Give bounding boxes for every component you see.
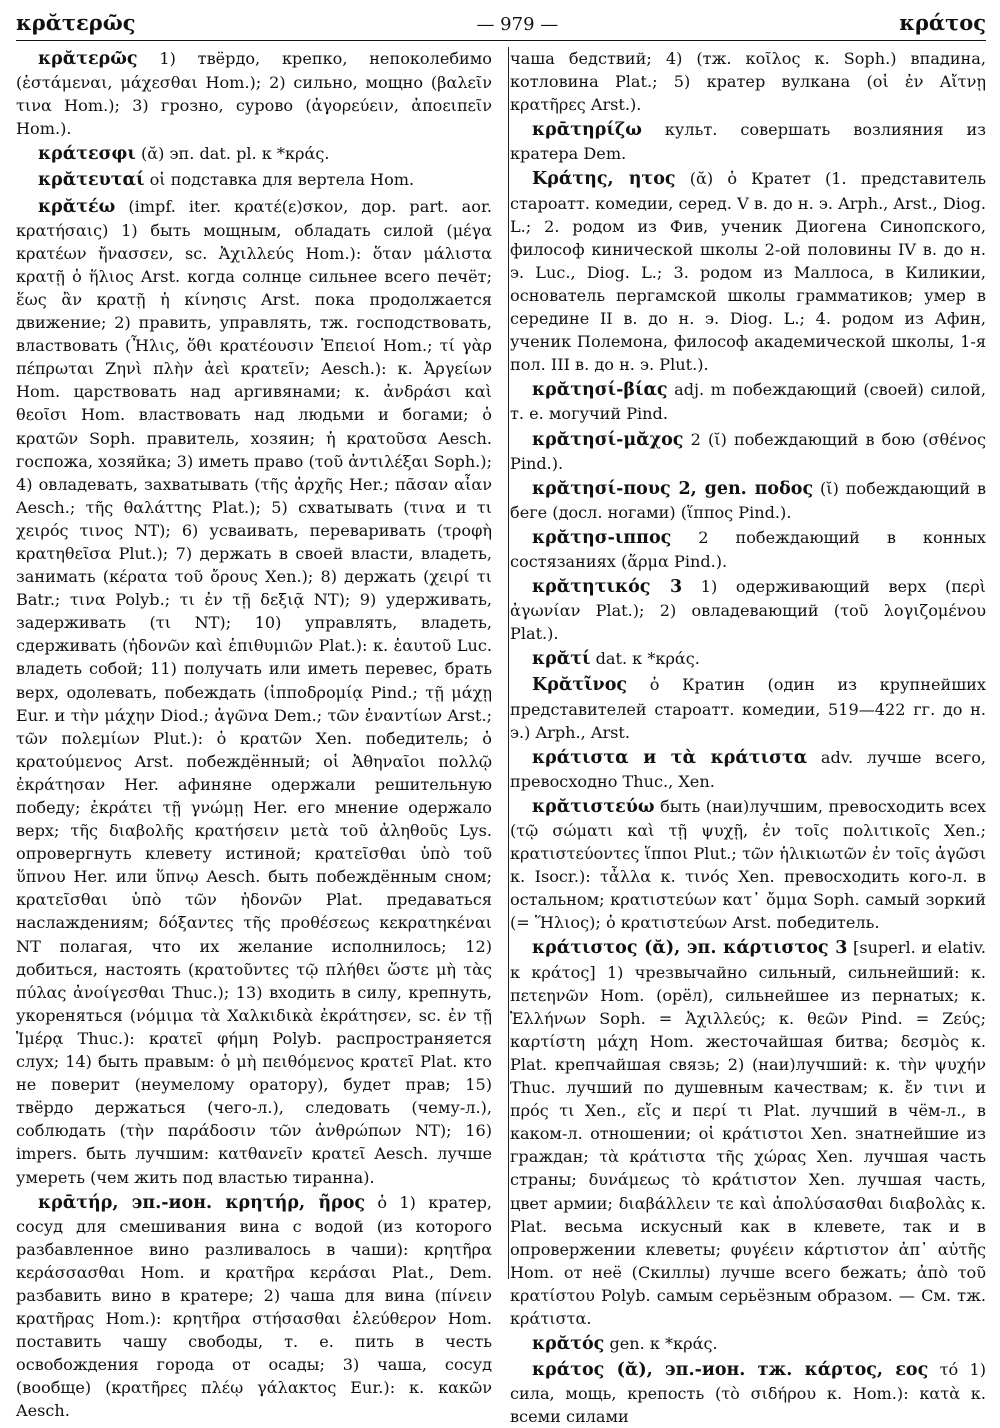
dictionary-entry [510, 746, 986, 793]
entry-headword: κρᾰτί [532, 649, 591, 670]
entry-definition: ὁ 1) кратер, сосуд для смешивания вина с водой (из которого разбавленное вино разливалось в чаши): κρητῆρα κεράσσασθαι Hom. и κρατῆρα κεράσαι Plat., Dem. разбавить вино в кратере; 2) чаша для вина (πίνειν κρατῆρας Hom.): κρητῆρα στήσασθαι ἐλεύθερον Hom. поставить чашу свободы, т. е. пить в честь освобождения города от осады; 3) чаша, сосуд (вообще) (κρατῆρες πλέῳ γάλακτος Eur.): κ. κακῶν Aesch. [16, 1192, 493, 1421]
entry-headword: Κράτης, ητος [532, 169, 676, 190]
entry-headword: κρᾱτηρίζω [532, 120, 642, 141]
entry-headword: κρᾰτησί-βίας [532, 380, 668, 401]
entry-definition: τό 1) сила, мощь, крепость (τὸ σιδήρου κ. Hom.): κατὰ κ. всеми силами [510, 1360, 987, 1427]
dictionary-entry [510, 477, 986, 524]
dictionary-entry [16, 168, 492, 192]
entry-definition: (impf. iter. κρατέ(ε)σκον, дор. part. aor. κρατήσαις) 1) быть мощным, обладать силой (μέγα κρατέων ἤνασσεν, sc. Ἀχιλλεύς Hom.): ὅταν μάλιστα κρατῇ ὁ ἥλιος Arst. когда солнце сильнее всего печёт; ἕως ἂν κρατῇ ἡ κίνησις Arst. пока продолжается движение; 2) править, управлять, тж. господствовать, властвовать (Ἦλις, ὅθι κρατέουσιν Ἐπειοί Hom.; τί γὰρ πέπρωται Ζηνὶ πλὴν ἀεὶ κρατεῖν; Aesch.): κ. Ἀργείων Hom. царствовать над аргивянами; κ. ἀνδράσι καὶ θεοῖσι Hom. властвовать над людьми и богами; ὁ κρατῶν Soph. правитель, хозяин; ἡ κρατοῦσα Aesch. госпожа, хозяйка; 3) иметь право (τοῦ ἀντιλέξαι Soph.); 4) овладевать, захватывать (τῆς ἀρχῆς Her.; πᾶσαν αἶαν Aesch.; τῆς θαλάττης Plat.); 5) схватывать (τινα и τι χειρός τινος NT); 6) усваивать, переваривать (τροφὴ κρατηθεῖσα Plut.); 7) держать в своей власти, владеть, занимать (κέρατα τοῦ ὄρους Xen.); 8) держать (χειρί τι Batr.; τινα Polyb.; τι ἐν τῇ δεξιᾷ NT); 9) удерживать, задерживать (τι NT); 10) управлять, владеть, сдерживать (ἡδονῶν καὶ ἐπιθυμιῶν Plat.): κ. ἑαυτοῦ Luc. владеть собой; 11) получать или иметь перевес, брать верх, одолевать, побеждать (ἱπποδρομίᾳ Pind.; τῇ μάχῃ Eur. и τὴν μάχην Diod.; ἀγῶνα Dem.; τῶν ἐναντίων Arst.; τῶν πολεμίων Plut.): ὁ κρατῶν Xen. победитель; ὁ κρατούμενος Arst. побеждённый; οἱ Ἀθηναῖοι πολλῷ ἐκράτησαν Her. афиняне одержали решительную победу; ἐκράτει τῇ γνώμῃ Her. его мнение одержало верх; τῆς διαβολῆς κρατήσειν μετὰ τοῦ ἀληθοῦς Lys. опровергнуть клевету истиной; κρατεῖσθαι ὑπὸ τοῦ ὕπνου Her. или ὕπνῳ Aesch. быть побеждённым сном; κρατεῖσθαι ὑπὸ τῶν ἡδονῶν Plat. предаваться наслаждениям; δόξαντες τῆς προθέσεως κεκρατηκέναι NT полагая, что их желание исполнилось; 12) добиться, настоять (κρατοῦντες τῷ πλήθει ὥστε μὴ τὰς πύλας ἀνοίγεσθαι Thuc.); 13) входить в силу, крепнуть, укореняться (νόμιμα τὰ Χαλκιδικὰ ἐκράτησεν, sc. ἐν τῇ Ἱμέρᾳ Thuc.): κρατεῖ φήμη Polyb. распространяется слух; 14) быть правым: ὁ μὴ πειθόμενος κρατεῖ Plat. кто не поверит (неумелому оратору), будет прав; 15) твёрдо держаться (чего-л.), следовать (чему-л.), соблюдать (τὴν παράδοσιν τῶν ἀνθρώπων NT); 16) impers. быть лучшим: κατθανεῖν κρατεῖ Aesch. лучше умереть (чем жить под властью тиранна). [16, 196, 492, 1187]
dictionary-entry [510, 47, 986, 116]
entry-definition: (ᾰ) ὁ Кратет (1. представитель староатт. комедии, серед. V в. до н. э. Arph., Arst., Diog. L.; 2. родом из Фив, ученик Диогена Синопского, философ кинической школы 2-ой половины IV в. до н. э. Luc., Diog. L.; 3. родом из Маллоса, в Киликии, основатель пергамской школы грамматиков; умер в середине II в. до н. э. Diog. L.; 4. родом из Афин, ученик Полемона, философ академической школы, 1-я пол. III в. до н. э. Plut.). [510, 169, 987, 375]
column-divider [508, 47, 509, 1279]
right-running-headword: κράτος [899, 10, 986, 35]
entry-headword: κράτος (ᾰ), эп.-ион. тж. κάρτος, εος [532, 1360, 929, 1381]
entry-definition: чаша бедствий; 4) (тж. κοῖλος κ. Soph.) впадина, котловина Plat.; 5) кратер вулкана (οἱ ἐν Αἴτνῃ κρατῆρες Arst.). [510, 49, 986, 115]
running-head [16, 10, 986, 41]
dictionary-entry [510, 1332, 986, 1356]
dictionary-entry [510, 936, 986, 1330]
entry-definition: (ῐ) побеждающий в беге (досл. ногами) (ἵππος Pind.). [510, 478, 986, 522]
entry-headword: κρᾰτησ-ιππος [532, 527, 672, 548]
entry-headword: κρᾰτός [532, 1334, 605, 1355]
dictionary-entry [510, 575, 986, 645]
entry-definition: культ. совершать возлияния из кратера Dem. [510, 120, 986, 164]
right-column [500, 47, 987, 1427]
entry-headword: κρᾰτησί-μᾰχος [532, 429, 684, 450]
entry-definition: 1) одерживающий верх (περὶ ἀγωνίαν Plat.); 2) овладевающий (τοῦ λογιζομένου Plat.). [510, 577, 986, 644]
entry-headword: κρᾰτητικός 3 [532, 577, 683, 598]
dictionary-entry [16, 142, 492, 166]
entry-definition: [superl. и elativ. к κράτος] 1) чрезвычайно сильный, сильнейший: κ. πετεηνῶν Hom. (орёл), сильнейшее из пернатых; κ. Ἑλλήνων Soph. = Ἀχιλλεύς; κ. θεῶν Pind. = Ζεύς; καρτίστη μάχη Hom. жесточайшая битва; δεσμὸς κ. Plat. крепчайшая связь; 2) (наи)лучший: κ. τὴν ψυχήν Thuc. лучший по душевным качествам; κ. ἔν τινι и πρός τι Xen., εἴς и περί τι Plat. лучший в чём-л., в каком-л. отношении; οἱ κράτιστοι Xen. знатнейшие из граждан; τὰ κράτιστα τῆς χώρας Xen. лучшая часть страны; δυνάμεως τὸ κράτιστον Xen. лучшая часть, цвет армии; διαβάλλειν τε καὶ ἀπολύσασθαι διαβολὰς κ. Plat. весьма искусный как в клевете, так и в опровержении клеветы; φυγέειν κάρτιστον ἀπ᾽ αὐτῆς Hom. от неё (Скиллы) лучше всего бежать; ἀπὸ τοῦ κρατίστου Polyb. самым серьёзным образом. — См. тж. κράτιστα. [510, 938, 986, 1328]
dictionary-entry [16, 195, 492, 1189]
page-number: — 979 — [476, 14, 559, 35]
dictionary-entry [510, 526, 986, 573]
entry-headword: κρᾰτησί-πους 2, gen. ποδος [532, 478, 814, 499]
entry-definition: 1) твёрдо, крепко, непоколебимо (ἑστάμεναι, μάχεσθαι Hom.); 2) сильно, мощно (βαλεῖν τινα Hom.); 3) грозно, сурово (ἀγορεύειν, ἀποειπεῖν Hom.). [16, 49, 492, 139]
entry-headword: κρᾱτήρ, эп.-ион. κρητήρ, ῆρος [38, 1192, 366, 1213]
dictionary-entry [510, 167, 986, 376]
entry-definition: adj. m побеждающий (своей) силой, т. е. могучий Pind. [510, 380, 986, 424]
entry-headword: κρᾰτερῶς [38, 49, 138, 69]
dictionary-entry [16, 47, 492, 140]
entry-headword: κρᾰτέω [38, 196, 116, 217]
entry-definition: 2 побеждающий в конных состязаниях (ἅρμα Pind.). [510, 527, 986, 571]
dictionary-entry [510, 118, 986, 165]
entry-headword: κρᾰτευταί [38, 170, 145, 191]
dictionary-entry [510, 378, 986, 425]
dictionary-entry [16, 1191, 492, 1423]
entry-definition: gen. к *κράς. [604, 1334, 718, 1354]
entry-headword: κράτιστος (ᾰ), эп. κάρτιστος 3 [532, 938, 848, 959]
entry-definition: adv. лучше всего, превосходно Thuc., Xen. [510, 747, 987, 791]
dictionary-entry [510, 647, 986, 671]
dictionary-entry [510, 795, 986, 935]
entry-definition: οἱ подставка для вертела Hom. [144, 170, 415, 190]
entry-headword: κράτεσφι [38, 144, 136, 165]
entry-headword: Κρᾰτῖνος [532, 675, 628, 696]
dictionary-entry [510, 428, 986, 475]
dictionary-entry [510, 1358, 986, 1428]
entry-definition: (ᾰ) эп. dat. pl. к *κράς. [135, 144, 330, 164]
columns [16, 47, 987, 1427]
entry-definition: dat. к *κράς. [590, 649, 700, 669]
entry-headword: κρᾰτιστεύω [532, 796, 655, 817]
left-column [16, 47, 500, 1421]
dictionary-entry [510, 673, 986, 743]
left-running-headword: κρᾰτερῶς [16, 10, 136, 35]
entry-definition: 2 (ῐ) побеждающий в бою (σθένος Pind.). [510, 429, 986, 473]
entry-definition: ὁ Кратин (один из крупнейших представителей староатт. комедии, 519—422 гг. до н. э.) Arph., Arst. [510, 675, 986, 742]
entry-definition: быть (наи)лучшим, превосходить всех (τῷ σώματι καὶ τῇ ψυχῇ, ἐν τοῖς πολιτικοῖς Xen.; κρατιστεύοντες ἵπποι Plut.; τῶν ἡλικιωτῶν ἐν τοῖς ἀγῶσι κ. Isocr.): τἆλλα κ. τινός Xen. превосходить кого-л. в остальном; κρατιστεύων κατ᾽ ὄμμα Soph. самый зоркий (= Ἥλιος); ὁ κρατιστεύων Arst. победитель. [510, 796, 986, 933]
entry-headword: κράτιστα и τὰ κράτιστα [532, 747, 808, 768]
